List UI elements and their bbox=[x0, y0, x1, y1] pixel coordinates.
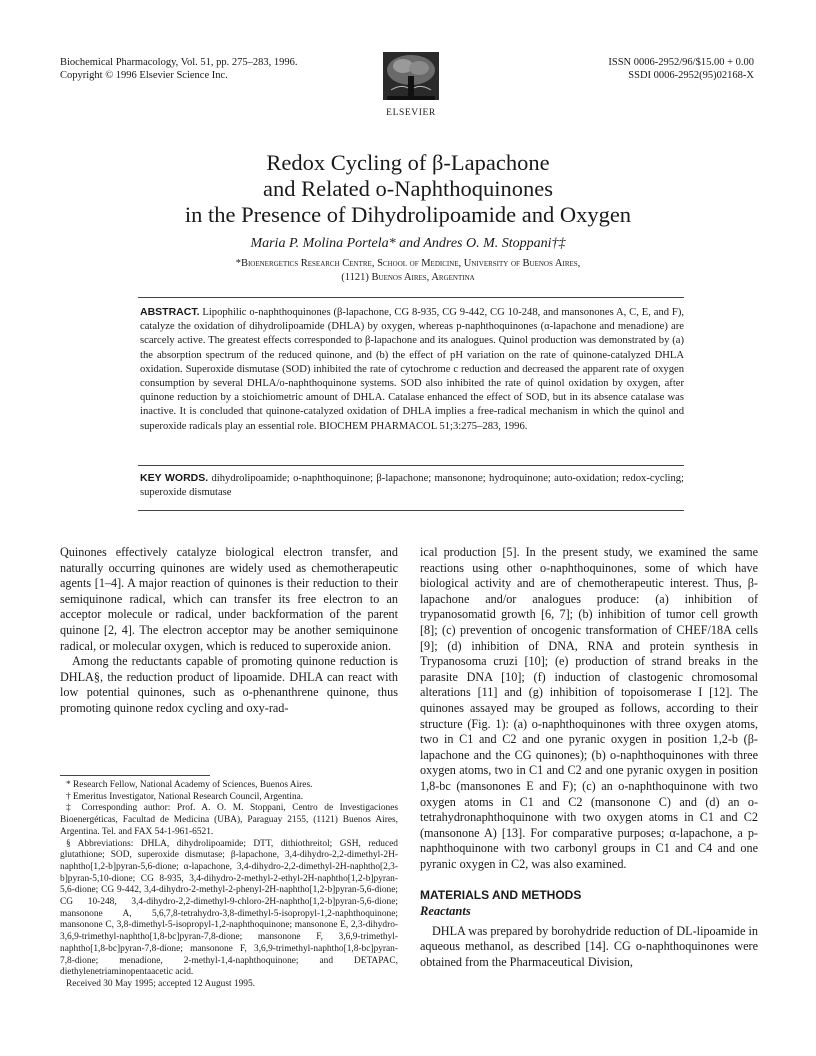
subsection-heading: Reactants bbox=[420, 904, 471, 919]
body-left-column bbox=[60, 545, 398, 717]
keywords bbox=[140, 471, 684, 500]
abstract-bottom-rule bbox=[138, 465, 684, 466]
publisher-logo bbox=[380, 50, 442, 118]
footnote: ‡ Corresponding author: Prof. A. O. M. Stoppani, Centro de Investigaciones Bioenergéticas, Facultad de Medicina (UBA), Paraguay 2155, (1121) Buenos Aires, Argentina. Tel. and FAX 54-1-961-6521. bbox=[60, 803, 398, 837]
journal-citation-line: Biochemical Pharmacology, Vol. 51, pp. 275–283, 1996. bbox=[60, 57, 298, 68]
affiliation-line-1: *Bioenergetics Research Centre, School of Medicine, University of Buenos Aires, bbox=[235, 258, 581, 269]
author-list: Maria P. Molina Portela* and Andres O. M. Stoppani†‡ bbox=[250, 236, 566, 251]
keywords-text: dihydrolipoamide; o-naphthoquinone; β-lapachone; mansonone; hydroquinone; auto-oxidation; redox-cycling; superoxide dismutase bbox=[140, 473, 684, 499]
keywords-label: KEY WORDS. bbox=[140, 472, 209, 484]
abstract-top-rule bbox=[138, 297, 684, 298]
footnote: § Abbreviations: DHLA, dihydrolipoamide; DTT, dithiothreitol; GSH, reduced glutathione; SOD, superoxide dismutase; β-lapachone, 3,4-dihydro-2,2-dimethyl-2H-naphtho[1,2-b]pyran-5,6-dione; α-lapachone, 3,4-dihydro-2,2-dimethyl-2H-naphtho[2,3-b]pyran-5,10-dione; CG 8-935, 3,4-dihydro-2-methyl-2-ethyl-2H-naphtho[1,2-b]pyran-5,6-dione; CG 9-442, 3,4-dihydro-2-methyl-2-phenyl-2H-naphtho[1,2-b]pyran-5,6-dione; CG 10-248, 3,4-dihydro-2,2-dimethyl-9-chloro-2H-naphtho[1,2-b]pyran-5,6-dione; mansonone A, 5,6,7,8-tetrahydro-3,8-dimethyl-5-isopropyl-1,2-naphthoquinone; mansonone C, 3,8-dimethyl-5-isopropyl-1,2-naphthoquinone; mansonone E, 2,3-dihydro-3,6,9-trimethyl-naphtho[1,8-bc]pyran-7,8-dione; mansonone F, 3,6,9-trimethyl-naphtho[1,8-bc]pyran-7,8-dione; mansonone F, 3,6,9-trimethyl-naphtho[1,8-bc]pyran-7,8-dione; menadione, 2-methyl-1,4-naphthoquinone; and DETAPAC, diethylenetriaminopentaacetic acid. bbox=[60, 838, 398, 978]
body-paragraph: Among the reductants capable of promoting quinone reduction is DHLA§, the reduction product of lipoamide. DHLA can react with low potential quinones, such as o-phenanthrene quinone, thus promoting quinone redox cycling and oxy-rad- bbox=[60, 654, 398, 715]
abstract bbox=[140, 305, 684, 434]
title-line-1: Redox Cycling of β-Lapachone bbox=[266, 150, 550, 175]
body-right-column bbox=[420, 545, 758, 970]
ssdi-line: SSDI 0006-2952(95)02168-X bbox=[628, 70, 754, 81]
received-dates: Received 30 May 1995; accepted 12 August 1995. bbox=[66, 978, 256, 989]
abstract-label: ABSTRACT. bbox=[140, 306, 200, 318]
publisher-name: ELSEVIER bbox=[386, 108, 436, 118]
body-paragraph: Quinones effectively catalyze biological electron transfer, and naturally occurring quinones are widely used as chemotherapeutic agents [1–4]. A major reaction of quinones is their reduction to their semiquinone radical, which can transfer its free electron to an acceptor molecule or radical, under backformation of the parent quinone [2, 4]. The electron acceptor may be another semiquinone radical, or molecular oxygen, which is reduced to superoxide anion. bbox=[60, 545, 398, 653]
footnote: * Research Fellow, National Academy of Sciences, Buenos Aires. bbox=[66, 780, 313, 790]
footnote-rule bbox=[60, 775, 210, 776]
affiliation-line-2: (1121) Buenos Aires, Argentina bbox=[341, 272, 475, 283]
elsevier-tree-icon bbox=[381, 50, 441, 102]
issn-line: ISSN 0006-2952/96/$15.00 + 0.00 bbox=[608, 57, 754, 68]
abstract-text: Lipophilic o-naphthoquinones (β-lapachone, CG 8-935, CG 9-442, CG 10-248, and mansonones A, C, E, and F), catalyze the oxidation of dihydrolipoamide (DHLA) by oxygen, whereas p-naphthoquinones (α-lapachone and menadione) are scarcely active. The greatest effects corresponded to β-lapachone and its analogues. Quinol production was demonstrated by (a) the absorption spectrum of the reduced quinone, and (b) the effect of pH variation on the rate of quinone-catalyzed DHLA oxidation. Superoxide dismutase (SOD) inhibited the rate of cytochrome c reduction and decreased the apparent rate of oxygen consumption by several DHLA/o-naphthoquinone systems. SOD also inhibited the rate of quinol oxidation by oxygen, after quinone reduction by a stoichiometric amount of DHLA. Catalase enhanced the effect of SOD, but in its absence catalase was inactive. It is concluded that quinone-catalyzed oxidation of DHLA implies a free-radical mechanism in which the quinol and superoxide radicals play an essential role. bbox=[140, 307, 684, 432]
copyright-line: Copyright © 1996 Elsevier Science Inc. bbox=[60, 70, 228, 81]
body-paragraph: ical production [5]. In the present study, we examined the same reactions using other o-naphthoquinones, some of which have biological activity and are of chemotherapeutic interest. Thus, β-lapachone and/or analogues produce: (a) inhibition of trypanosomatid growth [6, 7]; (b) inhibition of tumor cell growth [8]; (c) prevention of oncogenic transformation of CHEF/18A cells [9]; (d) inhibition of DNA, RNA and protein synthesis in Trypanosoma cruzi [10]; (e) production of strand breaks in the parasite DNA [10]; (f) induction of clastogenic chromosomal alterations [11] and (g) inhibition of topoisomerase I [12]. The quinones assayed may be grouped as follows, according to their structure (Fig. 1): (a) o-naphthoquinones with three oxygen atoms, two in C1 and C2 and one pyranic oxygen in position 1,2-b (β-lapachone and the CG quinones); (b) o-naphthoquinones with three oxygen atoms, two in C1 and C2 and one pyranic oxygen in position 1,8-bc (mansonones E and F); (c) an o-naphthoquinone with two oxygen atoms in C1 and C2 (mansonone C) and (d) an o-tetrahydronaphthoquinone with two oxygen atoms in C1 and C2 (mansonone A) [13]. For comparative purposes; α-lapachone, a p-naphthoquinone with two carbonyl groups in C1 and C4 and one pyranic oxygen in C2, was also examined. bbox=[420, 545, 758, 871]
footnotes bbox=[60, 780, 398, 991]
journal-header bbox=[60, 56, 298, 82]
article-title bbox=[60, 150, 756, 228]
issn-block bbox=[608, 56, 754, 82]
affiliation bbox=[60, 257, 756, 285]
title-line-2: and Related o-Naphthoquinones bbox=[263, 176, 553, 201]
abstract-citation: BIOCHEM PHARMACOL 51;3:275–283, 1996. bbox=[319, 420, 528, 432]
footnote: † Emeritus Investigator, National Research Council, Argentina. bbox=[66, 791, 304, 802]
body-paragraph: DHLA was prepared by borohydride reduction of DL-lipoamide in aqueous methanol, as described [14]. CG o-naphthoquinones were obtained from the Pharmaceutical Division, bbox=[420, 923, 758, 969]
title-line-3: in the Presence of Dihydrolipoamide and Oxygen bbox=[184, 202, 632, 227]
keywords-bottom-rule bbox=[138, 510, 684, 511]
section-heading: MATERIALS AND METHODS bbox=[420, 888, 582, 903]
